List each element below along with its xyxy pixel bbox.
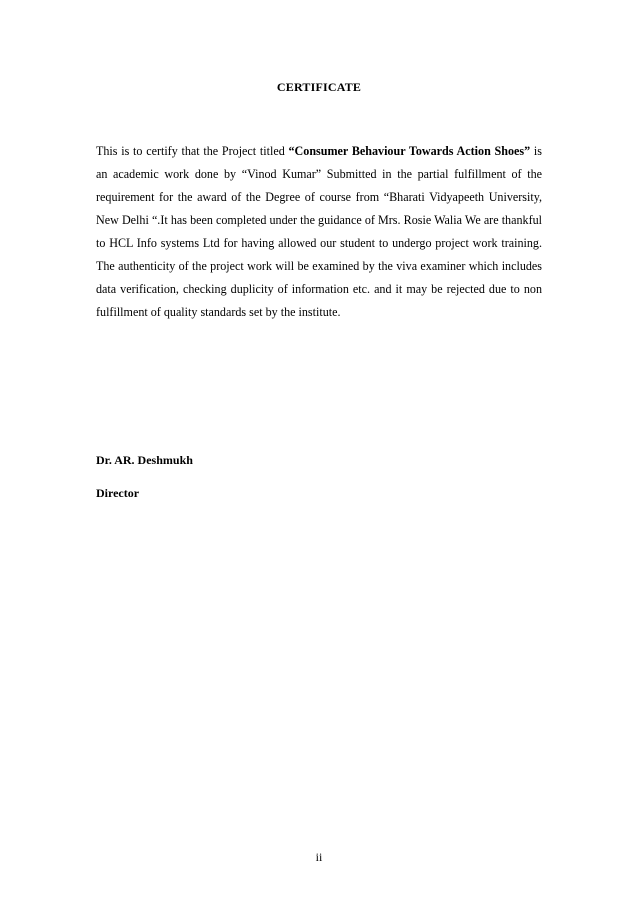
signatory-role: Director (96, 486, 140, 500)
project-title: “Consumer Behaviour Towards Action Shoes” (288, 144, 531, 158)
paragraph-text (96, 140, 542, 324)
page-number: ii (315, 850, 323, 864)
page-title: CERTIFICATE (276, 80, 362, 94)
paragraph-intro: This is to certify that the Project titled (96, 144, 289, 158)
certificate-paragraph (96, 140, 542, 324)
paragraph-body: is an academic work done by “Vinod Kumar” Submitted in the partial fulfillment of the requirement for the award of the Degree of course from “Bharati Vidyapeeth University, New Delhi “.It has been completed under the guidance of Mrs. Rosie Walia We are thankful to HCL Info systems Ltd for having allowed our student to undergo project work training. The authenticity of the project work will be examined by the viva examiner which includes data verification, checking duplicity of information etc. and it may be rejected due to non fulfillment of quality standards set by the institute. (96, 144, 542, 319)
signatory-name: Dr. AR. Deshmukh (96, 453, 193, 467)
